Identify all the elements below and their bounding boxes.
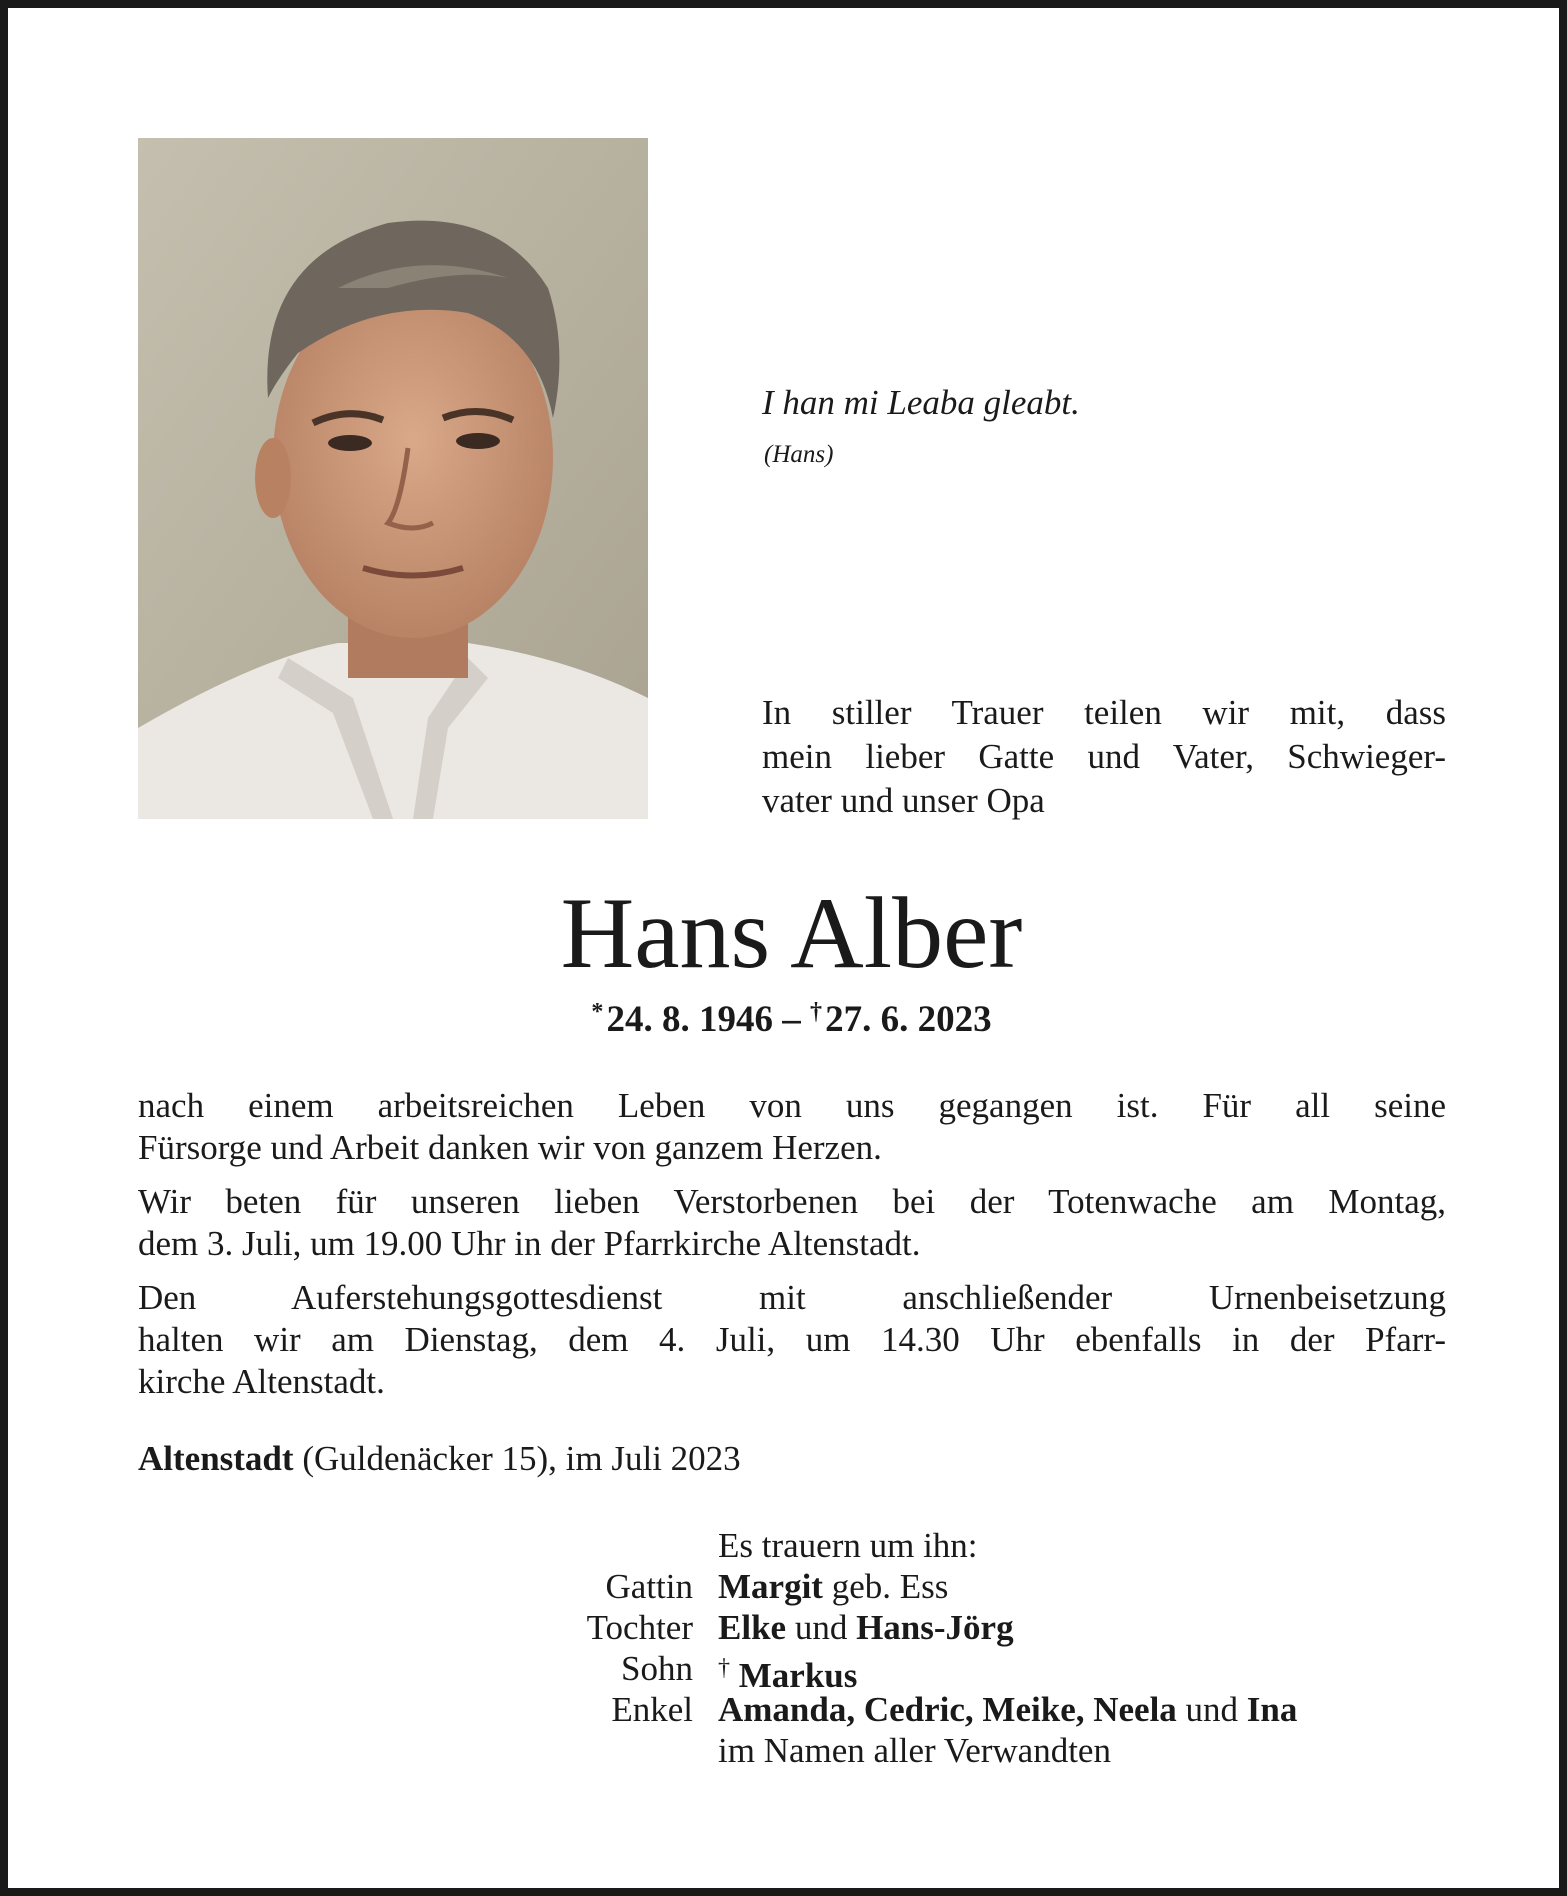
place-and-date: [138, 1439, 741, 1479]
place-address: (Guldenäcker 15), im Juli 2023: [302, 1439, 741, 1478]
intro-line: mein lieber Gatte und Vater, Schwieger-: [762, 737, 1446, 776]
body-line: kirche Altenstadt.: [138, 1362, 385, 1401]
mourner-row-sohn: [8, 1648, 1567, 1695]
cross-icon: †: [718, 1655, 730, 1681]
conjunction: und: [1185, 1690, 1239, 1729]
body-line: dem 3. Juli, um 19.00 Uhr in der Pfarrkirche Altenstadt.: [138, 1224, 921, 1263]
paragraph-passing: [138, 1085, 1446, 1169]
paragraph-funeral: [138, 1277, 1446, 1403]
intro-line: In stiller Trauer teilen wir mit, dass: [762, 693, 1446, 732]
mourner-label: Tochter: [586, 1608, 693, 1647]
date-separator: –: [782, 999, 801, 1040]
mourner-name: Markus: [738, 1656, 858, 1695]
body-line: nach einem arbeitsreichen Leben von uns gegangen ist. Für all seine: [138, 1086, 1446, 1125]
deceased-name: Hans Alber: [560, 877, 1023, 990]
paragraph-wake: [138, 1181, 1446, 1265]
mourner-names: [718, 1689, 1297, 1730]
mourner-row-gattin: [8, 1566, 1567, 1607]
mourners-closing: im Namen aller Verwandten: [718, 1731, 1111, 1770]
mourner-names: [718, 1566, 948, 1607]
mourner-names: [718, 1607, 1014, 1648]
mourner-name: Elke: [718, 1608, 787, 1647]
intro-text: [762, 691, 1446, 823]
motto-quote: I han mi Leaba gleabt.: [762, 383, 1080, 422]
mourner-name: Margit: [718, 1567, 823, 1606]
mourner-name: Ina: [1246, 1690, 1298, 1729]
body-text: [138, 1085, 1446, 1415]
mourner-note: geb. Ess: [831, 1567, 949, 1606]
mourner-label: Sohn: [621, 1649, 693, 1688]
conjunction: und: [794, 1608, 848, 1647]
mourner-label: Enkel: [611, 1690, 693, 1729]
body-line: Wir beten für unseren lieben Verstorbenen bei der Totenwache am Montag,: [138, 1182, 1446, 1221]
portrait-photo: [138, 138, 648, 819]
death-cross-icon: †: [810, 999, 822, 1025]
place-town: Altenstadt: [138, 1439, 294, 1478]
body-line: Fürsorge und Arbeit danken wir von ganzem Herzen.: [138, 1128, 882, 1167]
mourner-label: Gattin: [605, 1567, 693, 1606]
mourner-name: Hans-Jörg: [856, 1608, 1014, 1647]
mourner-name: Amanda, Cedric, Meike, Neela: [718, 1690, 1177, 1729]
life-dates: [8, 998, 1567, 1041]
death-date: 27. 6. 2023: [825, 999, 992, 1040]
mourners-heading: Es trauern um ihn:: [718, 1526, 978, 1565]
mourner-row-tochter: [8, 1607, 1567, 1648]
mourners-heading-row: [8, 1525, 1567, 1566]
mourners-closing-row: [8, 1730, 1567, 1771]
intro-line: vater und unser Opa: [762, 781, 1045, 820]
body-line: halten wir am Dienstag, dem 4. Juli, um 14.30 Uhr ebenfalls in der Pfarr-: [138, 1320, 1446, 1359]
birth-date: 24. 8. 1946: [606, 999, 773, 1040]
birth-star-icon: *: [591, 999, 604, 1025]
mourner-row-enkel: [8, 1689, 1567, 1730]
body-line: Den Auferstehungsgottesdienst mit anschließender Urnenbeisetzung: [138, 1278, 1446, 1317]
motto-source: (Hans): [764, 441, 834, 468]
